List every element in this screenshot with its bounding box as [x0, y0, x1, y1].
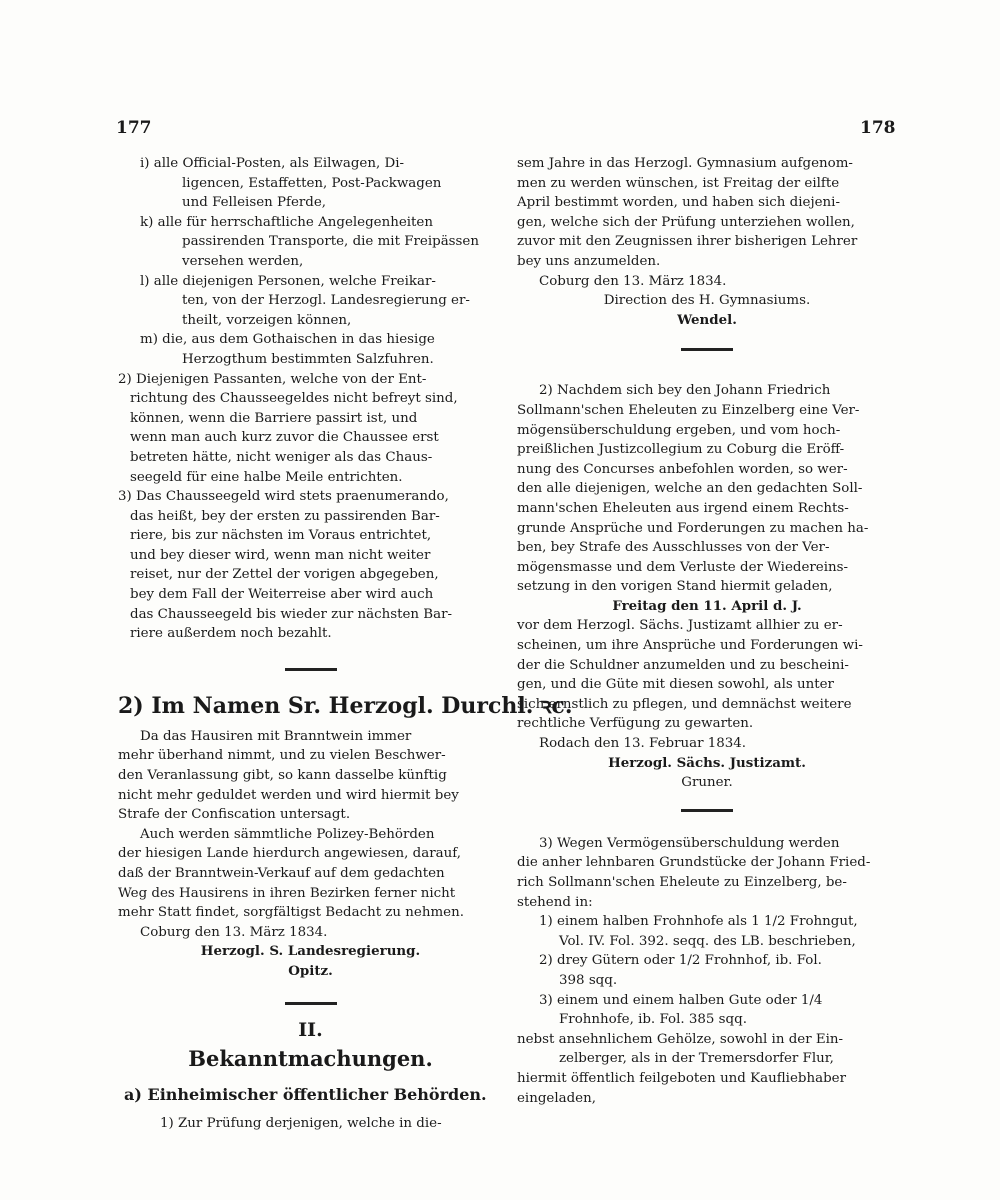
text-line: theilt, vorzeigen können, — [182, 312, 352, 328]
text-line: nung des Concurses anbefohlen worden, so wer- — [517, 461, 848, 477]
text-line: mögensüberschuldung ergeben, und vom hoch- — [517, 422, 841, 438]
text-line: das Chausseegeld bis wieder zur nächsten Bar- — [130, 606, 453, 622]
item-3 — [517, 834, 897, 912]
text-line: nebst ansehnlichem Gehölze, sowohl in der Ein- — [517, 1031, 844, 1047]
text-line: stehend in: — [517, 894, 593, 910]
authority-signature: Herzogl. S. Landesregierung. — [200, 943, 421, 960]
text-line: daß der Branntwein-Verkauf auf dem gedachten — [118, 866, 445, 881]
place-date: Coburg den 13. März 1834. — [539, 273, 727, 289]
text-line: das heißt, bey der ersten zu passirenden Bar- — [130, 508, 440, 524]
text-line: bey dem Fall der Weiterreise aber wird auch — [130, 587, 434, 603]
text-line: l) alle diejenigen Personen, welche Freikar- — [140, 273, 436, 289]
text-line: ligencen, Estaffetten, Post-Packwagen — [182, 175, 442, 191]
text-line: richtung des Chausseegeldes nicht befreyt sind, — [130, 391, 458, 407]
authority-signature: Direction des H. Gymnasiums. — [603, 293, 811, 309]
item-3-ending — [517, 1030, 897, 1108]
signer-name: Gruner. — [681, 775, 733, 791]
text-line: zelberger, als in der Tremersdorfer Flur, — [559, 1051, 834, 1067]
text-line: den Veranlassung gibt, so kann dasselbe künftig — [118, 768, 447, 784]
decree-heading: 2) Im Namen Sr. Herzogl. Durchl. ꝛc. — [118, 692, 573, 719]
text-line: 1) Zur Prüfung derjenigen, welche in die- — [160, 1116, 442, 1132]
text-line: Strafe der Confiscation untersagt. — [118, 807, 351, 823]
text-line: wenn man auch kurz zuvor die Chaussee erst — [130, 430, 439, 446]
text-line: können, wenn die Barriere passirt ist, und — [130, 410, 418, 426]
text-line: 2) Nachdem sich bey den Johann Friedrich — [539, 383, 831, 399]
signer-name: Wendel. — [677, 311, 737, 328]
text-line: scheinen, um ihre Ansprüche und Forderungen wi- — [517, 638, 863, 654]
text-line: nicht mehr geduldet werden und wird hiermit bey — [118, 787, 459, 803]
text-line: den alle diejenigen, welche an den gedachten Soll- — [517, 481, 863, 497]
paragraph-2 — [118, 370, 503, 488]
text-line: April bestimmt worden, und haben sich diejeni- — [517, 195, 840, 211]
text-line: sich ernstlich zu pflegen, und demnächst weitere — [517, 696, 852, 712]
text-line: mehr Statt findet, sorgfältigst Bedacht zu nehmen. — [118, 905, 464, 921]
text-line: sem Jahre in das Herzogl. Gymnasium aufgenom- — [517, 156, 853, 171]
text-line: preißlichen Justizcollegium zu Coburg die Eröff- — [517, 442, 845, 458]
authority-signature: Herzogl. Sächs. Justizamt. — [608, 754, 806, 771]
text-line: der die Schuldner anzumelden und zu bescheini- — [517, 657, 849, 673]
text-line: Da das Hausiren mit Branntwein immer — [140, 728, 412, 744]
text-line: grunde Ansprüche und Forderungen zu machen ha- — [517, 520, 869, 536]
paragraph-3 — [118, 487, 503, 644]
list-item-k — [118, 213, 503, 272]
divider-rule — [681, 348, 733, 351]
text-line: bey uns anzumelden. — [517, 253, 661, 269]
text-line: mögensmasse und dem Verluste der Wiedereins- — [517, 559, 849, 575]
text-line: betreten hätte, nicht weniger als das Chaus- — [130, 449, 433, 465]
place-date: Rodach den 13. Februar 1834. — [539, 736, 747, 752]
page-number-left: 177 — [116, 118, 152, 138]
text-line: Herzogthum bestimmten Salzfuhren. — [182, 351, 434, 367]
subsection-heading: a) Einheimischer öffentlicher Behörden. — [124, 1085, 487, 1105]
divider-rule — [681, 809, 733, 812]
list-item: Frohnhofe, ib. Fol. 385 sqq. — [559, 1012, 747, 1028]
list-item-m — [118, 330, 503, 369]
list-item: 2) drey Gütern oder 1/2 Frohnhof, ib. Fol. — [539, 953, 822, 969]
text-line: passirenden Transporte, die mit Freipässen — [182, 234, 479, 250]
text-line: i) alle Official-Posten, als Eilwagen, Di- — [140, 156, 405, 171]
text-line: riere, bis zur nächsten im Voraus entrichtet, — [130, 528, 432, 544]
text-line: ten, von der Herzogl. Landesregierung er- — [182, 293, 470, 309]
text-line: vor dem Herzogl. Sächs. Justizamt allhier zu er- — [517, 618, 843, 634]
text-line: gen, und die Güte mit diesen sowohl, als unter — [517, 677, 834, 693]
place-date: Coburg den 13. März 1834. — [140, 924, 328, 940]
list-item: 3) einem und einem halben Gute oder 1/4 — [539, 992, 823, 1008]
text-line: men zu werden wünschen, ist Freitag der eilfte — [517, 175, 840, 191]
list-item: 398 sqq. — [559, 972, 618, 988]
text-line: setzung in den vorigen Stand hiermit geladen, — [517, 579, 833, 595]
summons-date: Freitag den 11. April d. J. — [612, 597, 802, 614]
text-line: und bey dieser wird, wenn man nicht weiter — [130, 547, 431, 563]
paragraph-hausiren — [118, 727, 503, 825]
item-2-continuation — [517, 616, 897, 734]
text-line: k) alle für herrschaftliche Angelegenheiten — [140, 214, 433, 230]
text-line: Auch werden sämmtliche Polizey-Behörden — [140, 826, 435, 842]
text-line: Weg des Hausirens in ihren Bezirken ferner nicht — [118, 885, 456, 901]
text-line: die anher lehnbaren Grundstücke der Johann Fried- — [517, 855, 871, 871]
text-line: rechtliche Verfügung zu gewarten. — [517, 716, 754, 732]
list-item-i — [118, 154, 503, 213]
right-column — [517, 154, 897, 1108]
text-line: gen, welche sich der Prüfung unterziehen wollen, — [517, 214, 855, 230]
item-3-list — [517, 912, 897, 1030]
list-item: Vol. IV. Fol. 392. seqq. des LB. beschrieben, — [559, 933, 856, 949]
list-item: 1) einem halben Frohnhofe als 1 1/2 Frohngut, — [539, 914, 858, 930]
text-line: zuvor mit den Zeugnissen ihrer bisherigen Lehrer — [517, 234, 858, 250]
text-line: der hiesigen Lande hierdurch angewiesen, darauf, — [118, 846, 461, 862]
text-line: 2) Diejenigen Passanten, welche von der Ent- — [118, 371, 427, 387]
text-line: mann'schen Eheleuten aus irgend einem Rechts- — [517, 500, 849, 516]
text-line: 3) Wegen Vermögensüberschuldung werden — [539, 835, 840, 851]
text-line: Sollmann'schen Eheleuten zu Einzelberg eine Ver- — [517, 402, 860, 418]
text-line: mehr überhand nimmt, und zu vielen Beschwer- — [118, 748, 446, 764]
text-line: versehen werden, — [182, 253, 304, 269]
text-line: hiermit öffentlich feilgeboten und Kaufliebhaber — [517, 1070, 846, 1086]
divider-rule — [285, 1002, 337, 1005]
signer-name: Opitz. — [288, 962, 333, 979]
text-line: ben, bey Strafe des Ausschlusses von der Ver- — [517, 540, 830, 556]
list-item-l — [118, 272, 503, 331]
text-line: seegeld für eine halbe Meile entrichten. — [130, 469, 403, 485]
text-line: eingeladen, — [517, 1090, 596, 1106]
section-number: II. — [298, 1018, 323, 1041]
text-line: und Felleisen Pferde, — [182, 195, 327, 211]
text-line: rich Sollmann'schen Eheleute zu Einzelberg, be- — [517, 875, 847, 890]
section-title: Bekanntmachungen. — [188, 1046, 433, 1072]
item-2 — [517, 381, 897, 597]
page-number-right: 178 — [860, 118, 896, 138]
text-line: reiset, nur der Zettel der vorigen abgegeben, — [130, 567, 439, 583]
text-line: m) die, aus dem Gothaischen in das hiesige — [140, 332, 435, 348]
item-1-continuation — [517, 154, 897, 272]
paragraph-auch — [118, 825, 503, 923]
text-line: 3) Das Chausseegeld wird stets praenumerando, — [118, 489, 449, 505]
divider-rule — [285, 668, 337, 671]
text-line: riere außerdem noch bezahlt. — [130, 626, 332, 642]
